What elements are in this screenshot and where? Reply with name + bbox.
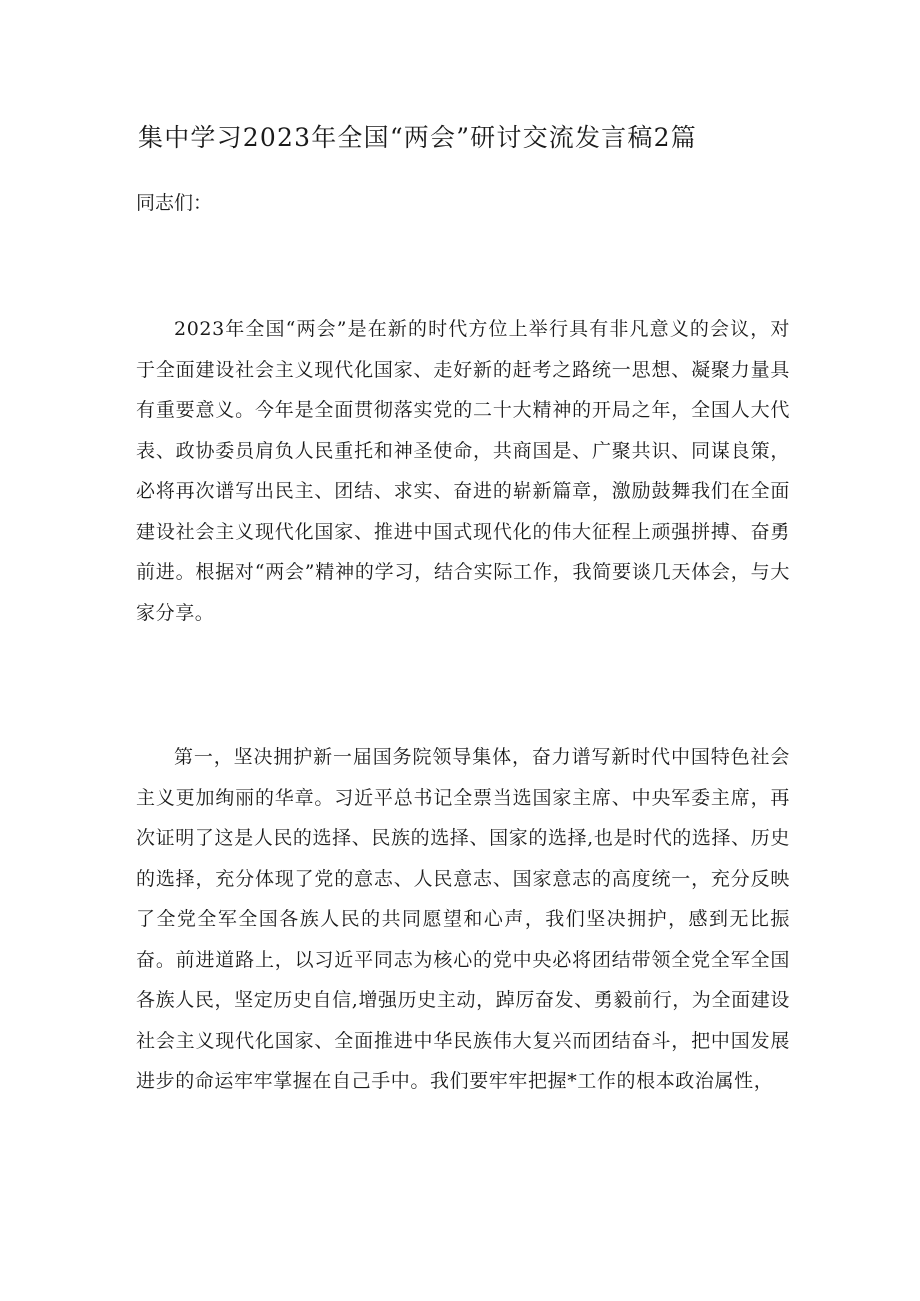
salutation: 同志们：: [136, 192, 213, 214]
paragraph-intro: 2023年全国“两会”是在新的时代方位上举行具有非凡意义的会议，对于全面建设社会主义现代化国家、走好新的赶考之路统一思想、凝聚力量具有重要意义。今年是全面贯彻落实党的二十大精神的开局之年，全国人大代表、政协委员肩负人民重托和神圣使命，共商国是、广聚共识、同谋良策，必将再次谱写出民主、团结、求实、奋进的崭新篇章，激励鼓舞我们在全面建设社会主义现代化国家、推进中国式现代化的伟大征程上顽强拼搏、奋勇前进。根据对“两会”精神的学习，结合实际工作，我简要谈几天体会，与大家分享。: [136, 318, 790, 624]
document-title: 集中学习2023年全国“两会”研讨交流发言稿2篇: [138, 123, 697, 152]
paragraph-first-point: 第一，坚决拥护新一届国务院领导集体，奋力谱写新时代中国特色社会主义更加绚丽的华章。习近平总书记全票当选国家主席、中央军委主席，再次证明了这是人民的选择、民族的选择、国家的选择,也是时代的选择、历史的选择，充分体现了党的意志、人民意志、国家意志的高度统一，充分反映了全党全军全国各族人民的共同愿望和心声，我们坚决拥护，感到无比振奋。前进道路上，以习近平同志为核心的党中央必将团结带领全党全军全国各族人民，坚定历史自信,增强历史主动，踔厉奋发、勇毅前行，为全面建设社会主义现代化国家、全面推进中华民族伟大复兴而团结奋斗，把中国发展进步的命运牢牢掌握在自己手中。我们要牢牢把握*工作的根本政治属性，: [136, 746, 790, 1092]
